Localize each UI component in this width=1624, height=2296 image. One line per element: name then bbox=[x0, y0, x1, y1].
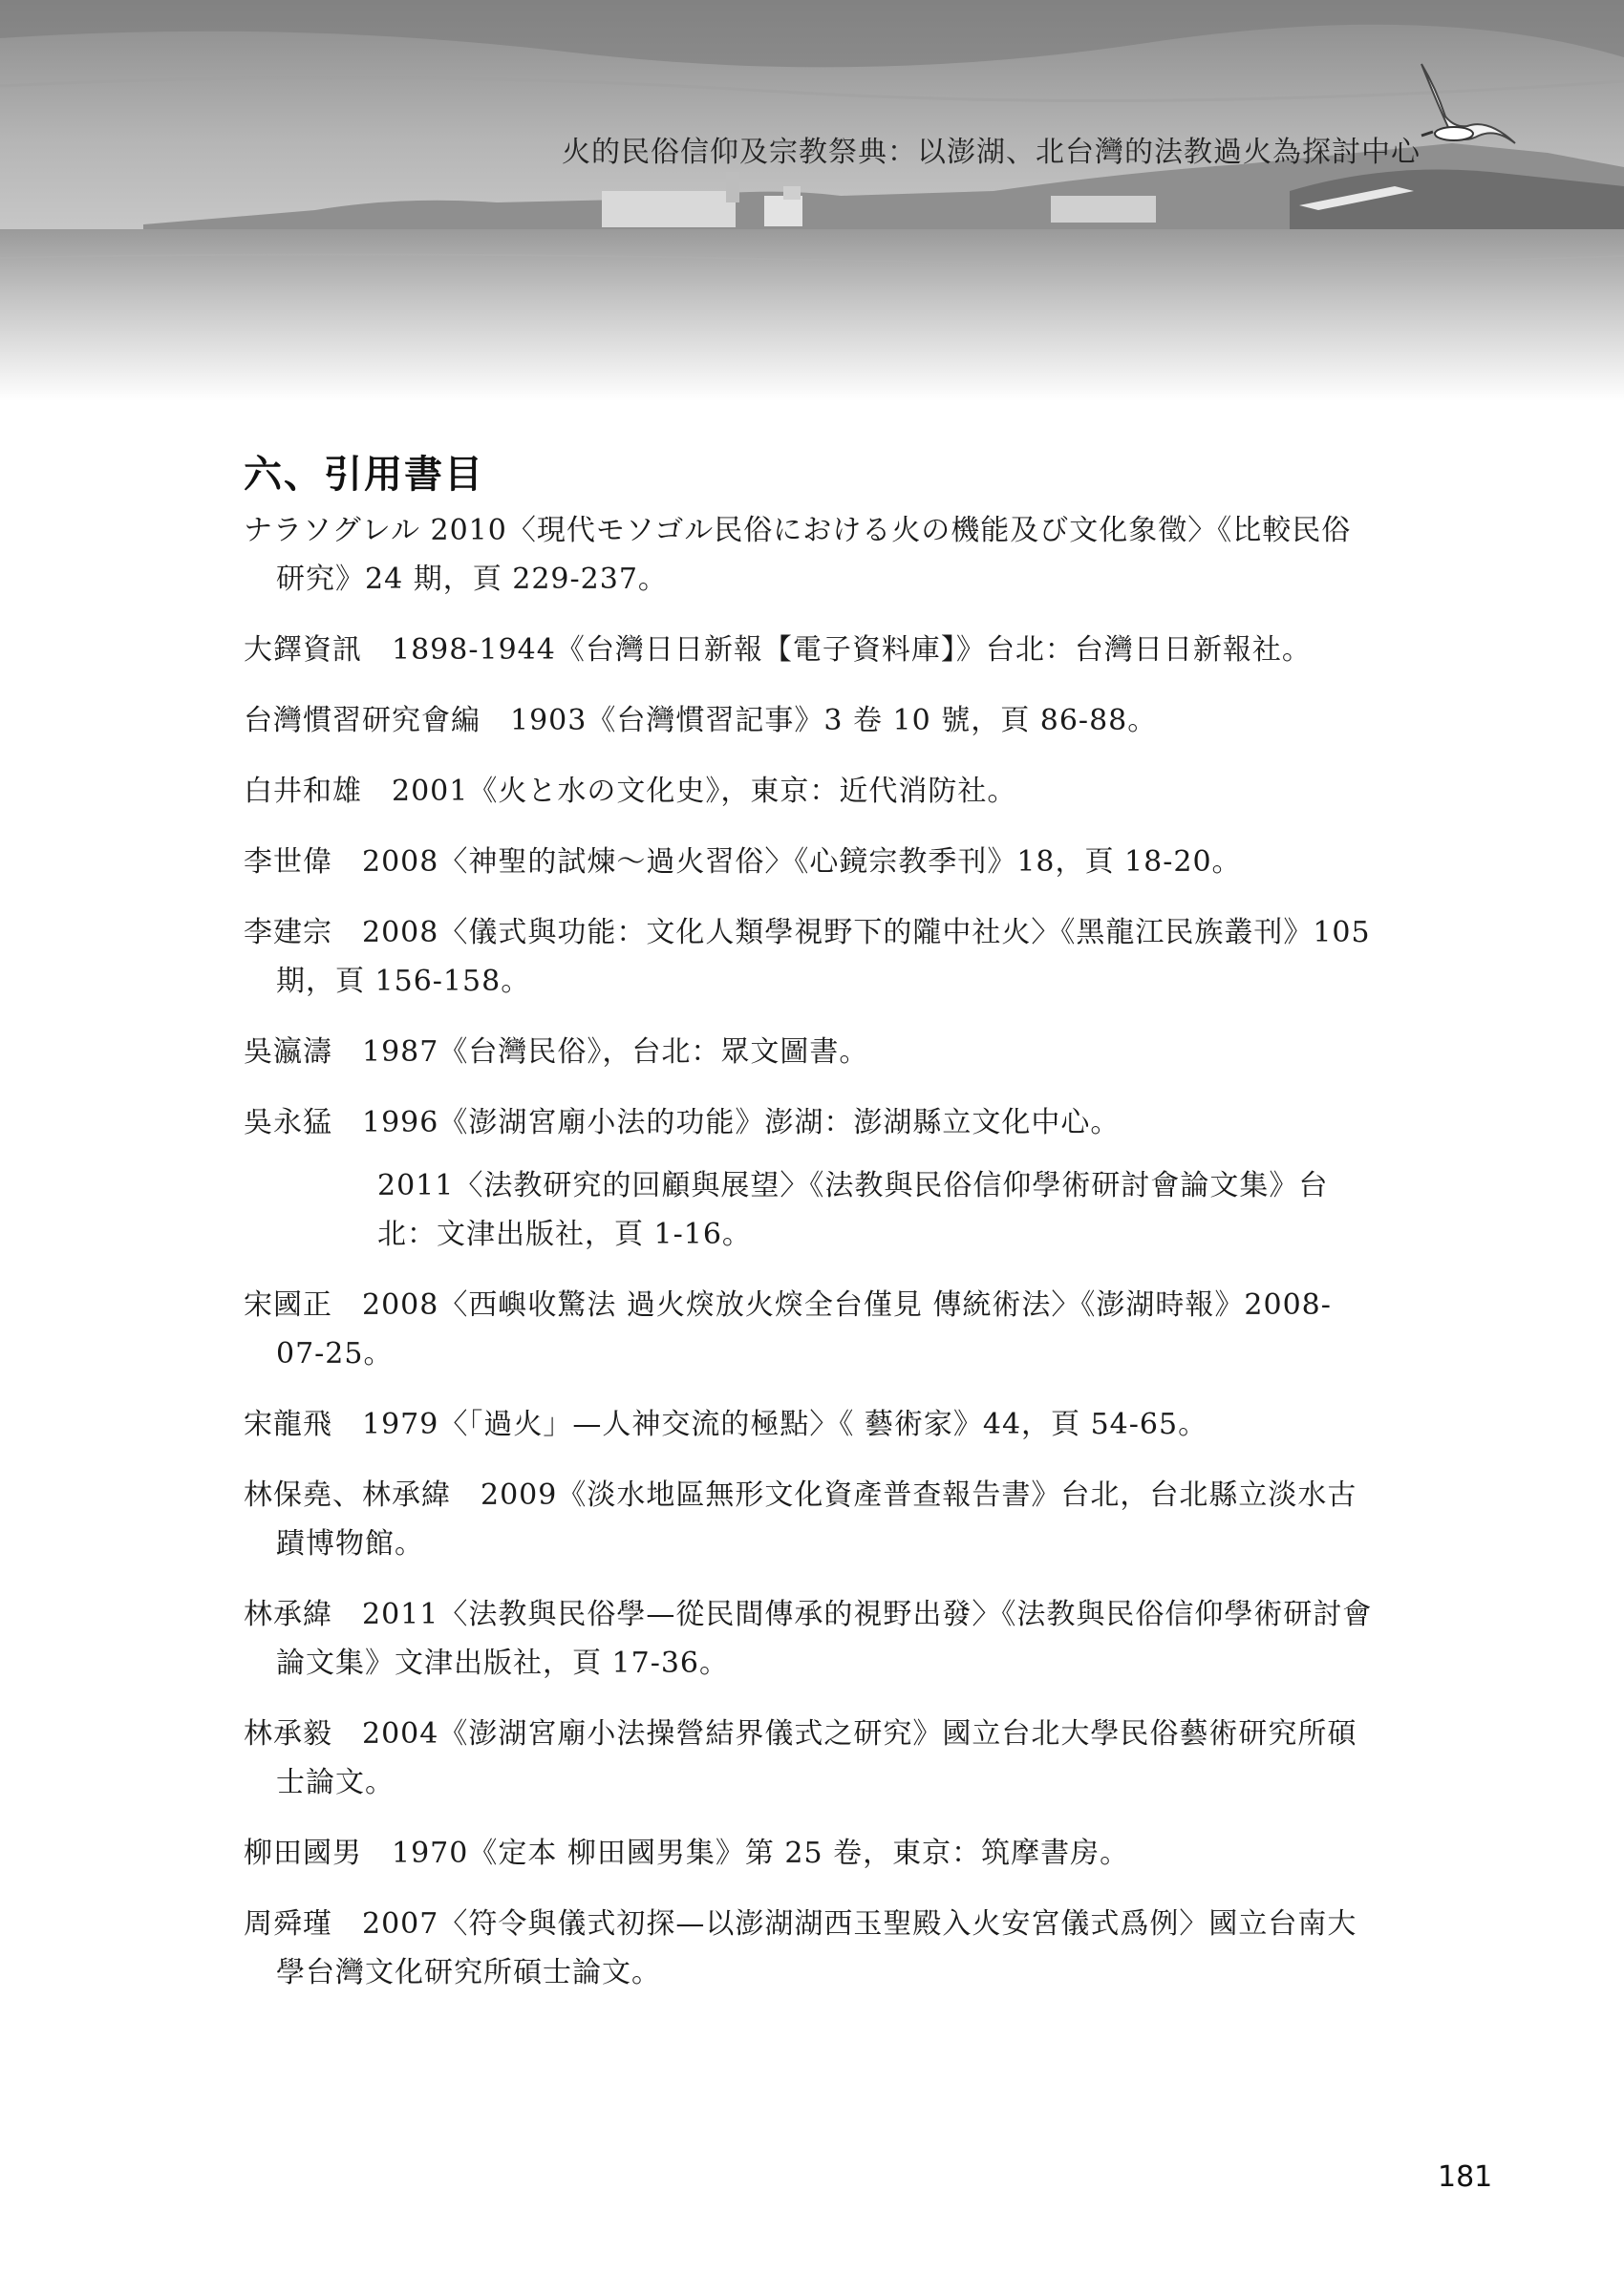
reference-entry bbox=[244, 1900, 1380, 1997]
reference-text: 2008〈儀式與功能：文化人類學視野下的隴中社火〉《黑龍江民族叢刊》105 期，頁 156-158。 bbox=[276, 916, 1371, 998]
page-number: 181 bbox=[1438, 2160, 1493, 2194]
reference-entry bbox=[244, 908, 1380, 1006]
reference-author: 李世偉 bbox=[244, 845, 362, 879]
reference-entry bbox=[244, 696, 1380, 745]
reference-author: 宋國正 bbox=[244, 1288, 362, 1322]
reference-text: 1970《定本 柳田國男集》第 25 卷，東京：筑摩書房。 bbox=[392, 1837, 1130, 1870]
seagull-icon bbox=[1412, 59, 1527, 168]
reference-entry bbox=[244, 506, 1380, 604]
reference-text: 1903《台灣慣習記事》3 卷 10 號，頁 86-88。 bbox=[510, 704, 1158, 737]
reference-author: 林承毅 bbox=[244, 1717, 362, 1751]
reference-author: 李建宗 bbox=[244, 916, 362, 949]
reference-text: 2010〈現代モソゴル民俗における火の機能及び文化象徵〉《比較民俗研究》24 期，頁 229-237。 bbox=[276, 514, 1352, 596]
reference-author: 台灣慣習研究會編 bbox=[244, 704, 510, 737]
running-header-title: 火的民俗信仰及宗教祭典：以澎湖、北台灣的法教過火為探討中心 bbox=[562, 136, 1421, 169]
reference-text: 2001《火と水の文化史》，東京：近代消防社。 bbox=[392, 775, 1017, 808]
reference-entry bbox=[244, 1710, 1380, 1807]
reference-author: 大鐸資訊 bbox=[244, 633, 392, 667]
section-title: 六、引用書目 bbox=[244, 452, 484, 497]
reference-text: 2008〈神聖的試煉～過火習俗〉《心鏡宗教季刊》18，頁 18-20。 bbox=[362, 845, 1242, 879]
reference-text: 2008〈西嶼收驚法 過火㷝放火㷝全台僅見 傳統術法〉《澎湖時報》2008-07-25。 bbox=[276, 1288, 1332, 1371]
reference-author: 宋龍飛 bbox=[244, 1408, 362, 1441]
reference-entry bbox=[244, 1028, 1380, 1076]
reference-entry bbox=[244, 626, 1380, 674]
reference-entry bbox=[244, 1281, 1380, 1378]
reference-text: 2011〈法教與民俗學—從民間傳承的視野出發〉《法教與民俗信仰學術研討會論文集》文津出版社，頁 17-36。 bbox=[276, 1598, 1373, 1680]
reference-entry bbox=[244, 1400, 1380, 1449]
reference-author: 吳瀛濤 bbox=[244, 1035, 362, 1069]
reference-entry bbox=[244, 1590, 1380, 1688]
reference-author: 白井和雄 bbox=[244, 775, 392, 808]
reference-text: 1996《澎湖宮廟小法的功能》澎湖：澎湖縣立文化中心。 bbox=[362, 1106, 1121, 1139]
reference-author: ナラソグレル bbox=[244, 514, 420, 547]
coastal-landscape-illustration bbox=[0, 0, 1624, 401]
reference-entry bbox=[244, 1471, 1380, 1568]
reference-entry bbox=[244, 767, 1380, 816]
reference-author: 柳田國男 bbox=[244, 1837, 392, 1870]
reference-author: 周舜瑾 bbox=[244, 1907, 362, 1941]
reference-text: 2007〈符令與儀式初探—以澎湖湖西玉聖殿入火安宮儀式爲例〉國立台南大學台灣文化研究所碩士論文。 bbox=[276, 1907, 1357, 1989]
reference-entry bbox=[244, 1098, 1380, 1147]
reference-entry bbox=[244, 1829, 1380, 1878]
reference-text: 2011〈法教研究的回顧與展望〉《法教與民俗信仰學術研討會論文集》台北：文津出版社，頁 1-16。 bbox=[377, 1169, 1329, 1251]
reference-text: 1987《台灣民俗》，台北：眾文圖書。 bbox=[362, 1035, 869, 1069]
reference-author: 吳永猛 bbox=[244, 1106, 362, 1139]
reference-author: 林保堯、林承緯 bbox=[244, 1478, 481, 1512]
reference-text: 1898-1944《台灣日日新報【電子資料庫】》台北：台灣日日新報社。 bbox=[392, 633, 1312, 667]
reference-entry bbox=[244, 838, 1380, 886]
reference-entry-continuation bbox=[244, 1161, 1380, 1259]
reference-text: 2009《淡水地區無形文化資產普查報告書》台北，台北縣立淡水古蹟博物館。 bbox=[276, 1478, 1357, 1561]
header-banner-image bbox=[0, 0, 1624, 401]
reference-author: 林承緯 bbox=[244, 1598, 362, 1631]
reference-list bbox=[244, 506, 1380, 2019]
reference-text: 1979〈「過火」—人神交流的極點〉《 藝術家》44，頁 54-65。 bbox=[362, 1408, 1208, 1441]
reference-text: 2004《澎湖宮廟小法操營結界儀式之研究》國立台北大學民俗藝術研究所碩士論文。 bbox=[276, 1717, 1357, 1799]
